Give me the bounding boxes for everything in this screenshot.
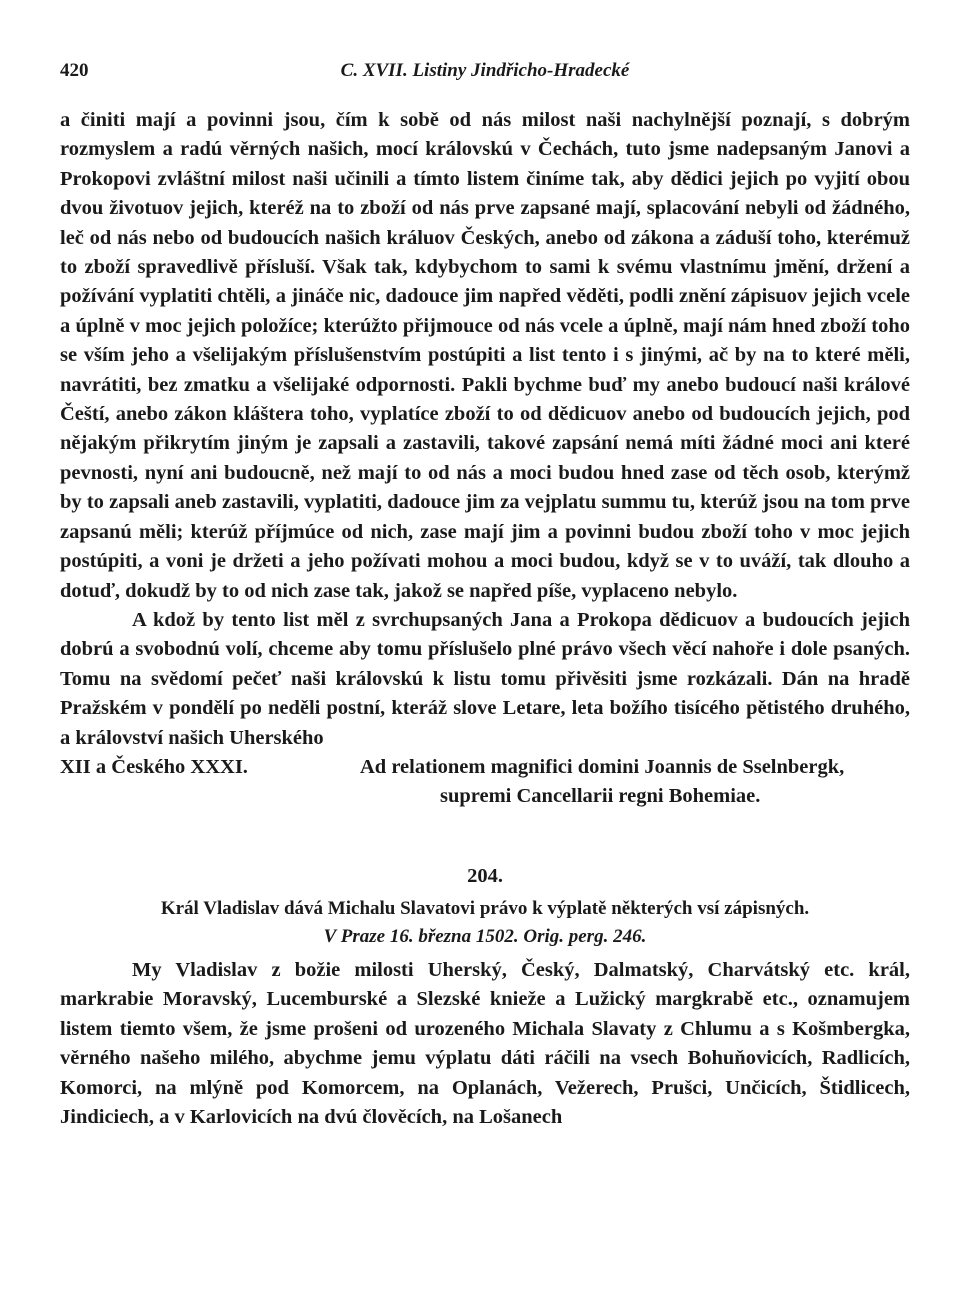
document-dating: V Praze 16. března 1502. Orig. perg. 246.	[323, 925, 647, 947]
page-number: 420	[60, 60, 89, 81]
relatio-line-1: Ad relationem magnifici domini Joannis de Sselnbergk,	[360, 755, 845, 778]
running-head	[60, 52, 910, 82]
regnal-years: XII a Českého XXXI.	[60, 755, 248, 778]
document-summary: Král Vladislav dává Michalu Slavatovi právo k výplatě některých vsí zápisných.	[160, 897, 810, 919]
book-page	[60, 52, 910, 1132]
running-title: C. XVII. Listiny Jindřicho-Hradecké	[340, 60, 630, 81]
continuation-paragraph: a činiti mají a povinni jsou, čím k sobě od nás milost naši nachylnější poznají, s dobrým rozmyslem a radú věrných našich, mocí královskú v Čechách, tuto jsme nadepsaným Janovi a Prokopovi zvláštní milost naši učinili a tímto listem činíme tak, aby dědici jejich po vyjití obou dvou životuov jejich, kteréž na to zboží od nás prve zapsané mají, splacování nebyli od žádného, leč od nás nebo od budoucích našich králuov Českých, anebo od zákona a záduší toho, kterémuž to zboží spravedlivě přísluší. Však tak, kdybychom to sami k svému vlastnímu jmění, držení a požívání vyplatiti chtěli, a jináče nic, dadouce jim napřed věděti, podli znění zápisuov jejich vcele a úplně v moc jejich položíce; kterúžto přijmouce od nás vcele a úplně, mají nám hned zboží toho se vším jeho a všelijakým příslušenstvím postúpiti a list tento i s jinými, ač by na to které měli, navrátiti, bez zmatku a všelijaké odpornosti. Pakli bychme buď my anebo budoucí naši králové Čeští, anebo zákon kláštera toho, vyplatíce zboží to od dědicuov anebo od budoucích jejich, pod nějakým přikrytím jiným je zapsali a zastavili, takové zapsání nemá míti žádné moci ani které pevnosti, nyní ani budoucně, než mají to od nás a moci budou hned zase od těch osob, kterýmž by to zapsali aneb zastavili, vyplatiti, dadouce jim za vejplatu summu tu, kterúž jsou na tom prve zapsanú měli; kterúž příjmúce od nich, zase mají jim a povinni budou zboží toho v moc jejich postúpiti, a voni je držeti a jeho požívati mohou a moci budou, když se v to uváží, tak dlouho a dotuď, dokudž by to od nich zase tak, jakož se napřed píše, vyplaceno nebylo.	[60, 109, 910, 602]
charter-paragraph: My Vladislav z božie milosti Uherský, Český, Dalmatský, Charvátský etc. král, markrabie Moravský, Lucemburské a Slezské knieže a Lužický margkrabě etc., oznamujem listem tiemto všem, že jsme prošeni od urozeného Michala Slavaty z Chlumu a s Košmbergka, věrného našeho milého, abychme jemu výplatu dáti ráčili na vsech Bohuňovicích, Radlicích, Komorci, na mlýně pod Komorcem, na Oplanách, Vežerech, Prušci, Unčicích, Štidlicech, Jindiciech, a v Karlovicích na dvú člověcích, na Lošanech	[60, 958, 910, 1128]
document-number: 204.	[467, 864, 503, 887]
relatio-line-2: supremi Cancellarii regni Bohemiae.	[440, 785, 761, 808]
closing-block	[60, 753, 910, 813]
conclusion-paragraph: A kdož by tento list měl z svrchupsaných Jana a Prokopa dědicuov a budoucích jejich dobrú a svobodnú volí, chceme aby tomu příslušelo plné právo všech věcí nahoře i dole psaných. Tomu na svědomí pečeť naši královskú k listu tomu přivěsiti jsme rozkázali. Dán na hradě Pražském v pondělí po neděli postní, kteráž slove Letare, leta božího tisícého pětistého druhého, a království našich Uherského	[60, 608, 910, 749]
